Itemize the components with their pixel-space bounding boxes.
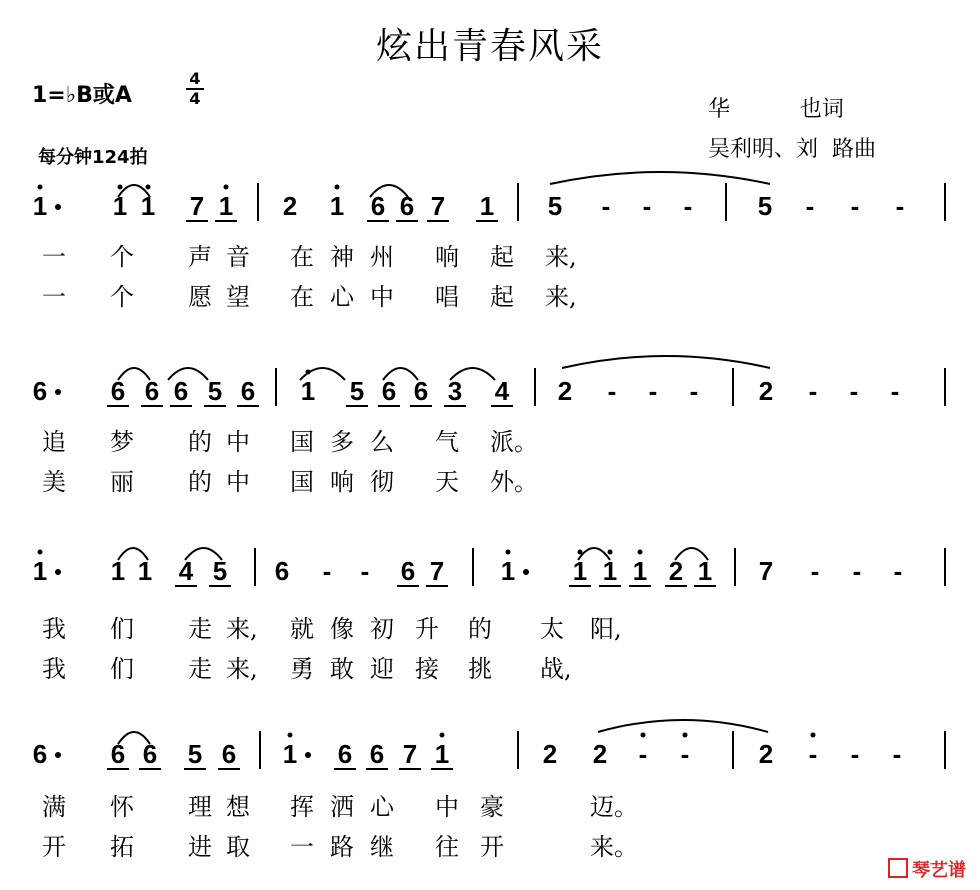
lyric-char: 丽: [110, 468, 134, 496]
lyric-char: 理: [188, 793, 212, 821]
note-1: 1: [479, 191, 495, 221]
note-1: 1: [434, 739, 450, 769]
lyric-char: 在: [290, 283, 314, 311]
octave-dot: [440, 733, 445, 738]
octave-dot: [683, 733, 688, 738]
dash-hold: -: [689, 376, 699, 406]
key-signature: 1=♭B或A: [32, 83, 132, 108]
lyric-char: 来。: [590, 833, 638, 861]
lyric-char: 往: [435, 833, 459, 861]
note-1: 1: [32, 191, 48, 221]
lyric-char: 来,: [545, 243, 577, 271]
note-1: 1: [602, 556, 618, 586]
note-1: 1: [500, 556, 516, 586]
octave-dot: [335, 185, 340, 190]
lyric-char: 外。: [490, 468, 538, 496]
note-6: 6: [381, 376, 397, 406]
lyric-char: 挑: [468, 655, 492, 683]
note-6: 6: [32, 739, 48, 769]
lyric-char: 个: [110, 283, 134, 311]
lyric-char: 接: [415, 655, 439, 683]
lyric-char: 么: [370, 428, 394, 456]
note-6: 6: [240, 376, 256, 406]
lyric-char: 敢: [330, 655, 354, 683]
logo-text: 琴艺谱: [912, 860, 966, 881]
song-title: 炫出青春风采: [375, 26, 604, 67]
note-6: 6: [110, 739, 126, 769]
lyric-char: 的: [188, 428, 212, 456]
note-1: 1: [329, 191, 345, 221]
note-6: 6: [173, 376, 189, 406]
time-signature-bottom: 4: [186, 88, 204, 108]
note-6: 6: [413, 376, 429, 406]
dash-hold: -: [360, 556, 370, 586]
note-5: 5: [547, 191, 563, 221]
lyricist-credit: 华 也词: [708, 97, 844, 122]
dash-hold: -: [808, 739, 818, 769]
lyric-char: 战,: [540, 655, 572, 683]
note-6: 6: [337, 739, 353, 769]
lyric-char: 升: [415, 615, 439, 643]
note-1: 1: [282, 739, 298, 769]
note-2: 2: [758, 739, 774, 769]
octave-dot: [288, 733, 293, 738]
lyric-char: 声: [188, 243, 212, 271]
lyric-char: 心: [370, 793, 394, 821]
lyric-char: 初: [370, 615, 394, 643]
lyric-char: 唱: [435, 283, 459, 311]
dash-hold: -: [680, 739, 690, 769]
lyric-char: 在: [290, 243, 314, 271]
dash-hold: -: [850, 739, 860, 769]
lyric-char: 起: [490, 243, 514, 271]
note-6: 6: [32, 376, 48, 406]
lyric-char: 天: [435, 468, 459, 496]
lyric-char: 走: [188, 655, 212, 683]
lyric-char: 挥: [290, 793, 314, 821]
lyric-char: 迈。: [590, 793, 638, 821]
lyric-char: 来,: [226, 615, 258, 643]
lyric-char: 就: [290, 615, 314, 643]
note-2: 2: [542, 739, 558, 769]
octave-dot: [38, 550, 43, 555]
lyric-char: 的: [468, 615, 492, 643]
time-signature-top: 4: [189, 69, 201, 88]
dash-hold: -: [805, 191, 815, 221]
note-7: 7: [758, 556, 774, 586]
composer-credit: 吴利明、刘 路曲: [708, 137, 876, 162]
augmentation-dot: [55, 204, 61, 210]
note-1: 1: [300, 376, 316, 406]
note-6: 6: [274, 556, 290, 586]
octave-dot: [608, 550, 613, 555]
dash-hold: -: [852, 556, 862, 586]
lyric-char: 迎: [370, 655, 394, 683]
lyric-char: 取: [226, 833, 250, 861]
lyric-char: 们: [110, 615, 134, 643]
lyric-char: 响: [330, 468, 354, 496]
slur-arc: [598, 720, 768, 732]
dash-hold: -: [849, 376, 859, 406]
note-1: 1: [632, 556, 648, 586]
lyric-char: 阳,: [590, 615, 622, 643]
lyric-char: 梦: [110, 428, 134, 456]
lyric-char: 国: [290, 428, 314, 456]
note-5: 5: [212, 556, 228, 586]
lyric-char: 进: [188, 833, 212, 861]
note-5: 5: [349, 376, 365, 406]
note-6: 6: [110, 376, 126, 406]
watermark-logo: [888, 856, 966, 882]
octave-dot: [811, 733, 816, 738]
octave-dot: [146, 185, 151, 190]
lyric-char: 派。: [490, 428, 538, 456]
lyric-char: 开: [42, 833, 66, 861]
augmentation-dot: [55, 569, 61, 575]
note-2: 2: [668, 556, 684, 586]
note-1: 1: [218, 191, 234, 221]
note-2: 2: [557, 376, 573, 406]
note-7: 7: [402, 739, 418, 769]
lyric-char: 中: [435, 793, 459, 821]
lyric-char: 中: [226, 468, 250, 496]
note-5: 5: [187, 739, 203, 769]
lyric-char: 豪: [480, 793, 504, 821]
octave-dot: [638, 550, 643, 555]
lyric-char: 来,: [545, 283, 577, 311]
note-1: 1: [110, 556, 126, 586]
slur-arc: [562, 356, 770, 368]
dash-hold: -: [895, 191, 905, 221]
lyric-char: 拓: [110, 833, 134, 861]
augmentation-dot: [55, 752, 61, 758]
lyric-char: 们: [110, 655, 134, 683]
augmentation-dot: [55, 389, 61, 395]
lyric-char: 一: [290, 833, 314, 861]
octave-dot: [641, 733, 646, 738]
note-3: 3: [447, 376, 463, 406]
lyric-char: 洒: [330, 793, 354, 821]
lyric-char: 中: [226, 428, 250, 456]
dash-hold: -: [642, 191, 652, 221]
lyric-char: 走: [188, 615, 212, 643]
note-5: 5: [207, 376, 223, 406]
note-1: 1: [137, 556, 153, 586]
octave-dot: [506, 550, 511, 555]
dash-hold: -: [638, 739, 648, 769]
dash-hold: -: [322, 556, 332, 586]
lyric-char: 的: [188, 468, 212, 496]
lyric-char: 美: [42, 468, 66, 496]
lyric-char: 中: [370, 283, 394, 311]
octave-dot: [38, 185, 43, 190]
octave-dot: [224, 185, 229, 190]
lyric-char: 气: [435, 428, 459, 456]
lyric-char: 我: [42, 615, 66, 643]
lyric-char: 国: [290, 468, 314, 496]
note-6: 6: [142, 739, 158, 769]
lyric-char: 起: [490, 283, 514, 311]
note-2: 2: [592, 739, 608, 769]
note-6: 6: [370, 191, 386, 221]
note-6: 6: [144, 376, 160, 406]
note-6: 6: [369, 739, 385, 769]
lyric-char: 我: [42, 655, 66, 683]
lyric-char: 彻: [370, 468, 394, 496]
lyric-char: 音: [226, 243, 250, 271]
augmentation-dot: [305, 752, 311, 758]
note-1: 1: [32, 556, 48, 586]
lyric-char: 路: [330, 833, 354, 861]
dash-hold: -: [601, 191, 611, 221]
lyric-char: 太: [540, 615, 564, 643]
lyric-char: 神: [330, 243, 354, 271]
dash-hold: -: [893, 556, 903, 586]
dash-hold: -: [850, 191, 860, 221]
octave-dot: [118, 185, 123, 190]
dash-hold: -: [808, 376, 818, 406]
note-5: 5: [757, 191, 773, 221]
note-6: 6: [400, 556, 416, 586]
logo-icon: [888, 858, 908, 878]
note-2: 2: [282, 191, 298, 221]
dash-hold: -: [890, 376, 900, 406]
tempo-marking: 每分钟124拍: [38, 147, 148, 168]
dash-hold: -: [892, 739, 902, 769]
lyric-char: 多: [330, 428, 354, 456]
lyric-char: 继: [370, 833, 394, 861]
note-6: 6: [399, 191, 415, 221]
lyric-char: 一: [42, 283, 66, 311]
note-1: 1: [112, 191, 128, 221]
note-4: 4: [178, 556, 194, 586]
dash-hold: -: [810, 556, 820, 586]
note-7: 7: [430, 191, 446, 221]
lyric-char: 开: [480, 833, 504, 861]
lyric-char: 心: [330, 283, 354, 311]
note-7: 7: [189, 191, 205, 221]
note-1: 1: [140, 191, 156, 221]
note-2: 2: [758, 376, 774, 406]
lyric-char: 州: [370, 243, 394, 271]
note-6: 6: [221, 739, 237, 769]
lyric-char: 追: [42, 428, 66, 456]
lyric-char: 勇: [290, 655, 314, 683]
note-4: 4: [494, 376, 510, 406]
lyric-char: 愿: [188, 283, 212, 311]
note-7: 7: [429, 556, 445, 586]
note-1: 1: [572, 556, 588, 586]
dash-hold: -: [683, 191, 693, 221]
lyric-char: 来,: [226, 655, 258, 683]
lyric-char: 一: [42, 243, 66, 271]
lyric-char: 满: [42, 793, 66, 821]
dash-hold: -: [648, 376, 658, 406]
slur-arc: [550, 172, 770, 184]
lyric-char: 怀: [110, 793, 134, 821]
lyric-char: 望: [226, 283, 250, 311]
dash-hold: -: [607, 376, 617, 406]
lyric-char: 个: [110, 243, 134, 271]
lyric-char: 想: [226, 793, 250, 821]
lyric-char: 像: [330, 615, 354, 643]
note-1: 1: [697, 556, 713, 586]
lyric-char: 响: [435, 243, 459, 271]
augmentation-dot: [523, 569, 529, 575]
